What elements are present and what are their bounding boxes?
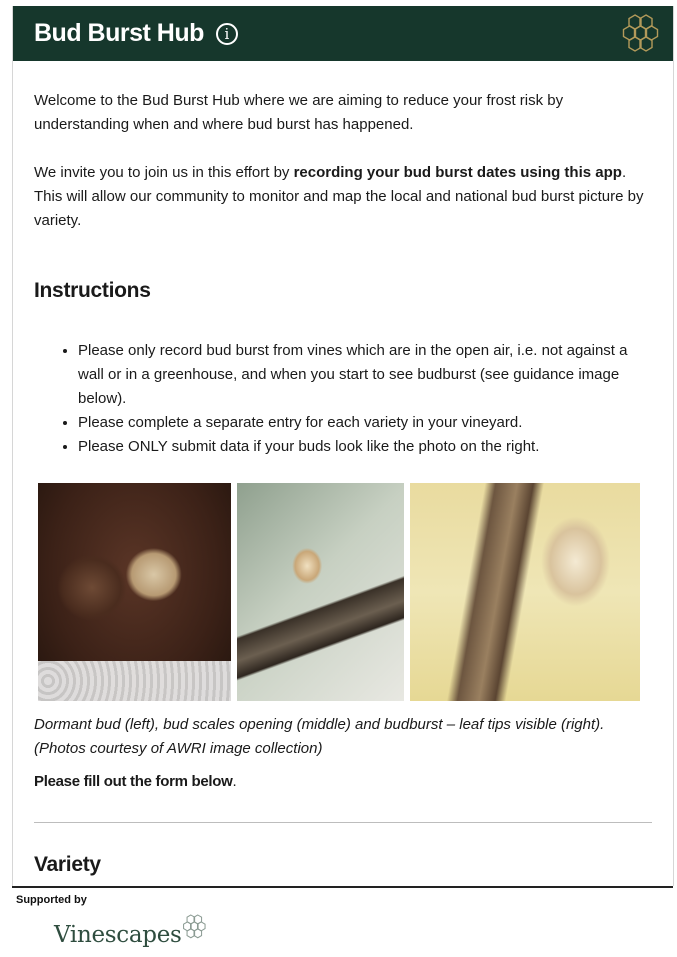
supported-by-label: Supported by (16, 894, 87, 906)
caption-line-1: Dormant bud (left), bud scales opening (middle) and budburst – leaf tips visible (right). (34, 716, 605, 733)
intro-paragraph-1: Welcome to the Bud Burst Hub where we are aiming to reduce your frost risk by understanding when and where bud burst has happened. (34, 92, 564, 133)
hexagon-grapes-icon (621, 13, 659, 55)
intro-paragraph-2 (34, 161, 652, 233)
instructions-list (34, 339, 652, 459)
section-divider (34, 822, 652, 823)
main-content (13, 61, 673, 877)
app-title: Bud Burst Hub (34, 19, 204, 47)
sponsor-logo[interactable] (54, 910, 206, 948)
dormant-bud-photo (38, 483, 231, 701)
intro-text-end: . This will allow our community to monitor and map the local and national bud burst picture by variety. (34, 164, 644, 229)
instructions-heading: Instructions (34, 279, 151, 302)
intro-text-bold: recording your bud burst dates using this app (293, 164, 622, 181)
form-prompt-period: . (232, 773, 237, 790)
caption-line-2: (Photos courtesy of AWRI image collection) (34, 740, 323, 757)
form-prompt-text: Please fill out the form below (34, 773, 233, 790)
header-left (34, 19, 238, 48)
form-prompt (34, 773, 652, 790)
app-frame (12, 6, 674, 886)
variety-heading: Variety (34, 853, 101, 876)
app-header (13, 6, 673, 61)
instruction-item: • Please complete a separate entry for each variety in your vineyard. (78, 411, 652, 435)
intro-text-start: We invite you to join us in this effort by (34, 164, 294, 181)
instruction-item: • Please ONLY submit data if your buds look like the photo on the right. (78, 435, 652, 459)
instruction-item: • Please only record bud burst from vines which are in the open air, i.e. not against a wall or in a greenhouse, and when you start to see budburst (see guidance image below). (78, 339, 652, 411)
photo-caption (34, 713, 652, 761)
bud-photos (38, 483, 652, 701)
budburst-photo (410, 483, 640, 701)
sponsor-name: Vinescapes (54, 922, 182, 948)
bud-scales-opening-photo (237, 483, 404, 701)
info-icon[interactable]: i (216, 23, 238, 45)
hexagon-grapes-icon (182, 910, 206, 944)
footer (12, 886, 673, 957)
